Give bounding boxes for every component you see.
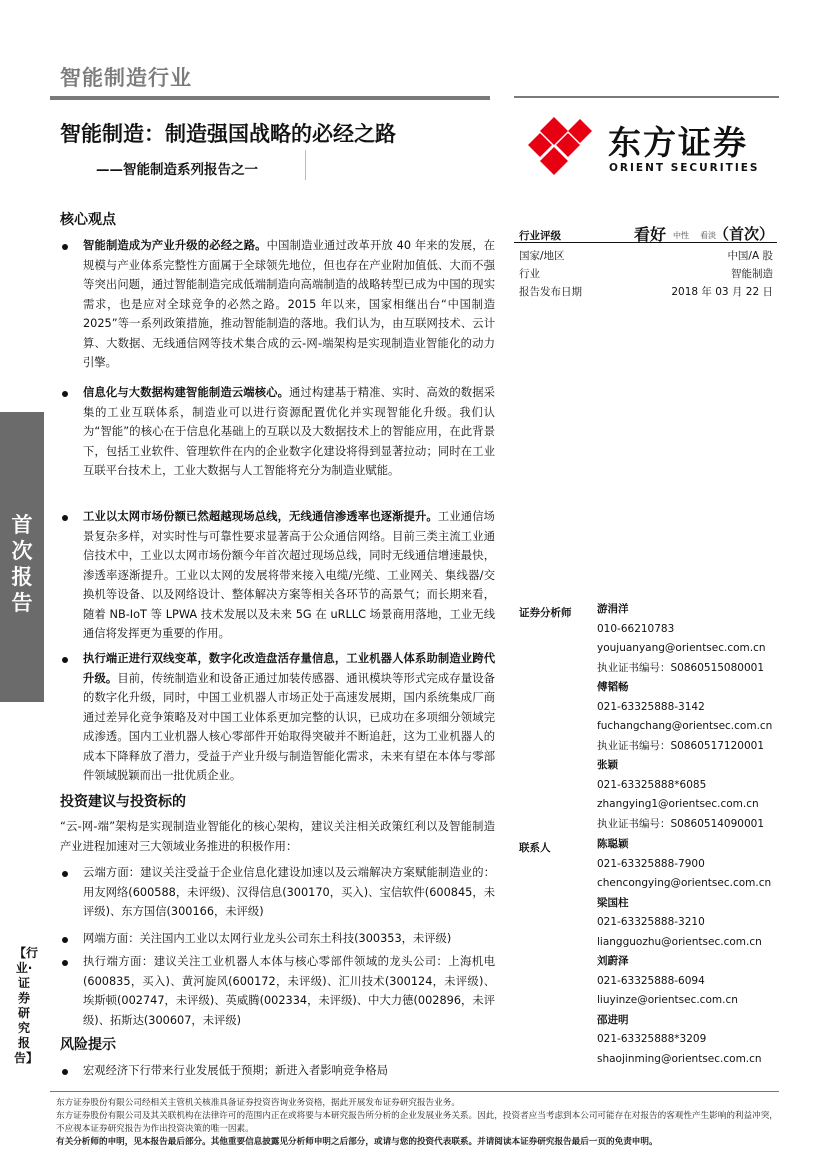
core-bullet-1: 智能制造成为产业升级的必经之路。中国制造业通过改革开放 40 年来的发展，在规模与产业体系完整性方面属于全球领先地位，但也存在产业附加值低、大而不强等突出问题，通过智能制造完成低端制造向高端制造的战略转型已成为中国的现实需求，也是应对全球竞争的必然之路。2015 年以来，国家相继出台“中国制造 2025”等一系列政策措施，推动智能制造的落地。我们认为，由互联网技术、云计算、大数据、无线通信网等技术集合成的云-网-端架构是实现制造业智能化的动力引擎。 <box>83 239 495 369</box>
contact-name: 刘蔚泽 <box>597 955 629 967</box>
analyst-list <box>597 600 777 834</box>
contact-phone: 021-63325888-7900 <box>597 857 705 870</box>
logo-text-en: ORIENT SECURITIES <box>609 162 760 174</box>
core-bullet-2: 信息化与大数据构建智能制造云端核心。通过构建基于精准、实时、高效的数据采集的工业互联体系，制造业可以进行资源配置优化并实现智能化升级。我们认为“智能”的核心在于信息化基础上的互联以及大数据技术上的智能应用，在此背景下，包括工业软件、管理软件在内的企业数字化建设将得到显著拉动；同时在工业互联平台技术上，工业大数据与人工智能将充分为制造业赋能。 <box>83 386 495 477</box>
industry-title: 智能制造行业 <box>60 66 192 90</box>
footer-disclaimer <box>56 1097 778 1149</box>
contact-name: 陈聪颖 <box>597 838 629 850</box>
analyst-label: 证券分析师 <box>519 607 572 619</box>
footer-rule <box>50 1091 779 1092</box>
contact-phone: 021-63325888*3209 <box>597 1033 707 1045</box>
core-bullet-3: 工业以太网市场份额已然超越现场总线，无线通信渗透率也逐渐提升。工业通信场景复杂多样，对实时性与可靠性要求显著高于公众通信网络。目前三类主流工业通信技术中，工业以太网市场份额今年首次超过现场总线，同时无线通信增速最快，渗透率逐渐提升。工业以太网的发展将带来接入电缆/光缆、工业网关、集线器/交换机等设备、以及网络设计、整体解决方案等相关各环节的高景气；而长期来看，随着 NB-IoT 等 LPWA 技术发展以及未来 5G 在 uRLLC 场景商用落地，工业无线通信将发挥更为重要的作用。 <box>83 510 495 640</box>
core-bullet-4: 执行端正进行双线变革，数字化改造盘活存量信息，工业机器人体系助制造业跨代升级。目前，传统制造业和设备正通过加装传感器、通讯模块等形式完成存量设备的数字化升级，同时，中国工业机器人市场正处于高速发展期，国内系统集成厂商通过差异化竞争策略及对中国工业体系更加完整的认识，已成功在多项细分领域完成渗透。国内工业机器人核心零部件开始取得突破并不断追赶，这为工业机器人的成本下降释放了潜力，受益于产业升级与制造智能化需求，未来有望在本体与零部件领域脱颖而出一批优质企业。 <box>83 652 495 782</box>
rating-row <box>514 220 777 243</box>
contact-name: 梁国柱 <box>597 896 629 909</box>
rating-first: （首次） <box>714 225 775 243</box>
logo-text-cn: 东方证券 <box>608 123 748 162</box>
bullet-dot <box>62 937 68 943</box>
analyst-phone: 010-66210783 <box>597 622 675 635</box>
analyst-cert: 执业证书编号：S0860517120001 <box>597 739 765 752</box>
rating-label: 行业评级 <box>519 230 561 242</box>
industry-label: 行业 <box>519 268 540 280</box>
risk-heading: 风险提示 <box>60 1037 116 1053</box>
analyst-phone: 021-63325888*6085 <box>597 778 707 791</box>
invest-intro: “云-网-端”架构是实现制造业智能化的核心架构，建议关注相关政策红利以及智能制造产业进程加速对三大领域业务推进的积极作用： <box>60 820 495 853</box>
bullet-dot <box>62 515 68 521</box>
country-value: 中国/A 股 <box>727 250 773 262</box>
contact-name: 邵进明 <box>597 1013 629 1026</box>
bullet-dot <box>62 391 68 397</box>
orient-logo-icon <box>528 115 594 175</box>
contact-list <box>597 835 777 1069</box>
rating-bearish: 看淡 <box>700 231 716 240</box>
invest-heading: 投资建议与投资标的 <box>60 794 186 810</box>
contact-label: 联系人 <box>519 842 551 854</box>
date-value: 2018 年 03 月 22 日 <box>671 286 773 298</box>
date-label: 报告发布日期 <box>519 286 582 298</box>
contact-email[interactable]: shaojinming@orientsec.com.cn <box>597 1052 762 1065</box>
risk-bullet-1: 宏观经济下行带来行业发展低于预期；新进入者影响竞争格局 <box>83 1064 389 1077</box>
core-heading: 核心观点 <box>60 212 116 228</box>
analyst-name: 傅韬畅 <box>597 681 629 693</box>
footer-line-1: 东方证券股份有限公司经相关主管机关核准具备证券投资咨询业务资格，据此开展发布证券研究报告业务。 <box>56 1098 460 1108</box>
footer-line-2: 东方证券股份有限公司及其关联机构在法律许可的范围内正在或将要与本研究报告所分析的企业发展业务关系。因此，投资者应当考虑到本公司可能存在对报告的客观性产生影响的利益冲突，不应视本证券研究报告为作出投资决策的唯一因素。 <box>56 1111 778 1134</box>
report-title: 智能制造：制造强国战略的必经之路 <box>60 122 396 146</box>
analyst-email[interactable]: youjuanyang@orientsec.com.cn <box>597 642 766 654</box>
analyst-name: 张颖 <box>597 759 618 771</box>
title-divider <box>305 150 306 180</box>
header-rule-right <box>514 96 779 98</box>
analyst-phone: 021-63325888-3142 <box>597 700 705 713</box>
bullet-dot <box>62 244 68 250</box>
bullet-dot <box>62 871 68 877</box>
report-subtitle: ——智能制造系列报告之一 <box>96 162 258 178</box>
invest-bullet-2: 网端方面：关注国内工业以太网行业龙头公司东土科技(300353，未评级) <box>83 932 452 945</box>
bullet-dot <box>62 1069 68 1075</box>
analyst-email[interactable]: zhangying1@orientsec.com.cn <box>597 798 759 810</box>
analyst-email[interactable]: fuchangchang@orientsec.com.cn <box>597 720 773 732</box>
analyst-cert: 执业证书编号：S0860515080001 <box>597 661 765 674</box>
side-report-label: 【行业·证券研究报告】 <box>14 946 39 1065</box>
contact-email[interactable]: liuyinze@orientsec.com.cn <box>597 994 738 1006</box>
invest-bullet-3: 执行端方面：建议关注工业机器人本体与核心零部件领域的龙头公司：上海机电(600835，买入)、黄河旋风(600172，未评级)、汇川技术(300124，未评级)、埃斯顿(002747，未评级)、英威腾(002334，未评级)、中大力德(002896，未评级)、拓斯达(300607，未评级) <box>83 955 495 1027</box>
contact-phone: 021-63325888-6094 <box>597 974 705 987</box>
rating-value: 看好 <box>634 225 667 244</box>
header-rule-left <box>50 96 490 100</box>
bullet-dot <box>62 657 68 663</box>
contact-email[interactable]: chencongying@orientsec.com.cn <box>597 877 772 889</box>
contact-email[interactable]: liangguozhu@orientsec.com.cn <box>597 935 762 948</box>
analyst-cert: 执业证书编号：S0860514090001 <box>597 817 765 830</box>
side-tab-text: 首次报告 <box>11 513 33 615</box>
footer-line-3: 有关分析师的申明，见本报告最后部分。其他重要信息披露见分析师申明之后部分，或请与您的投资代表联系。并请阅读本证券研究报告最后一页的免责申明。 <box>56 1137 658 1147</box>
analyst-name: 游涓洋 <box>597 603 629 615</box>
country-label: 国家/地区 <box>519 250 565 262</box>
side-tab <box>0 412 44 702</box>
invest-bullet-1: 云端方面：建议关注受益于企业信息化建设加速以及云端解决方案赋能制造业的：用友网络(600588，未评级)、汉得信息(300170，买入)、宝信软件(600845，未评级)、东方国信(300166，未评级) <box>83 866 495 918</box>
rating-neutral: 中性 <box>673 231 689 240</box>
industry-value: 智能制造 <box>731 268 773 280</box>
bullet-dot <box>62 960 68 966</box>
contact-phone: 021-63325888-3210 <box>597 916 705 928</box>
